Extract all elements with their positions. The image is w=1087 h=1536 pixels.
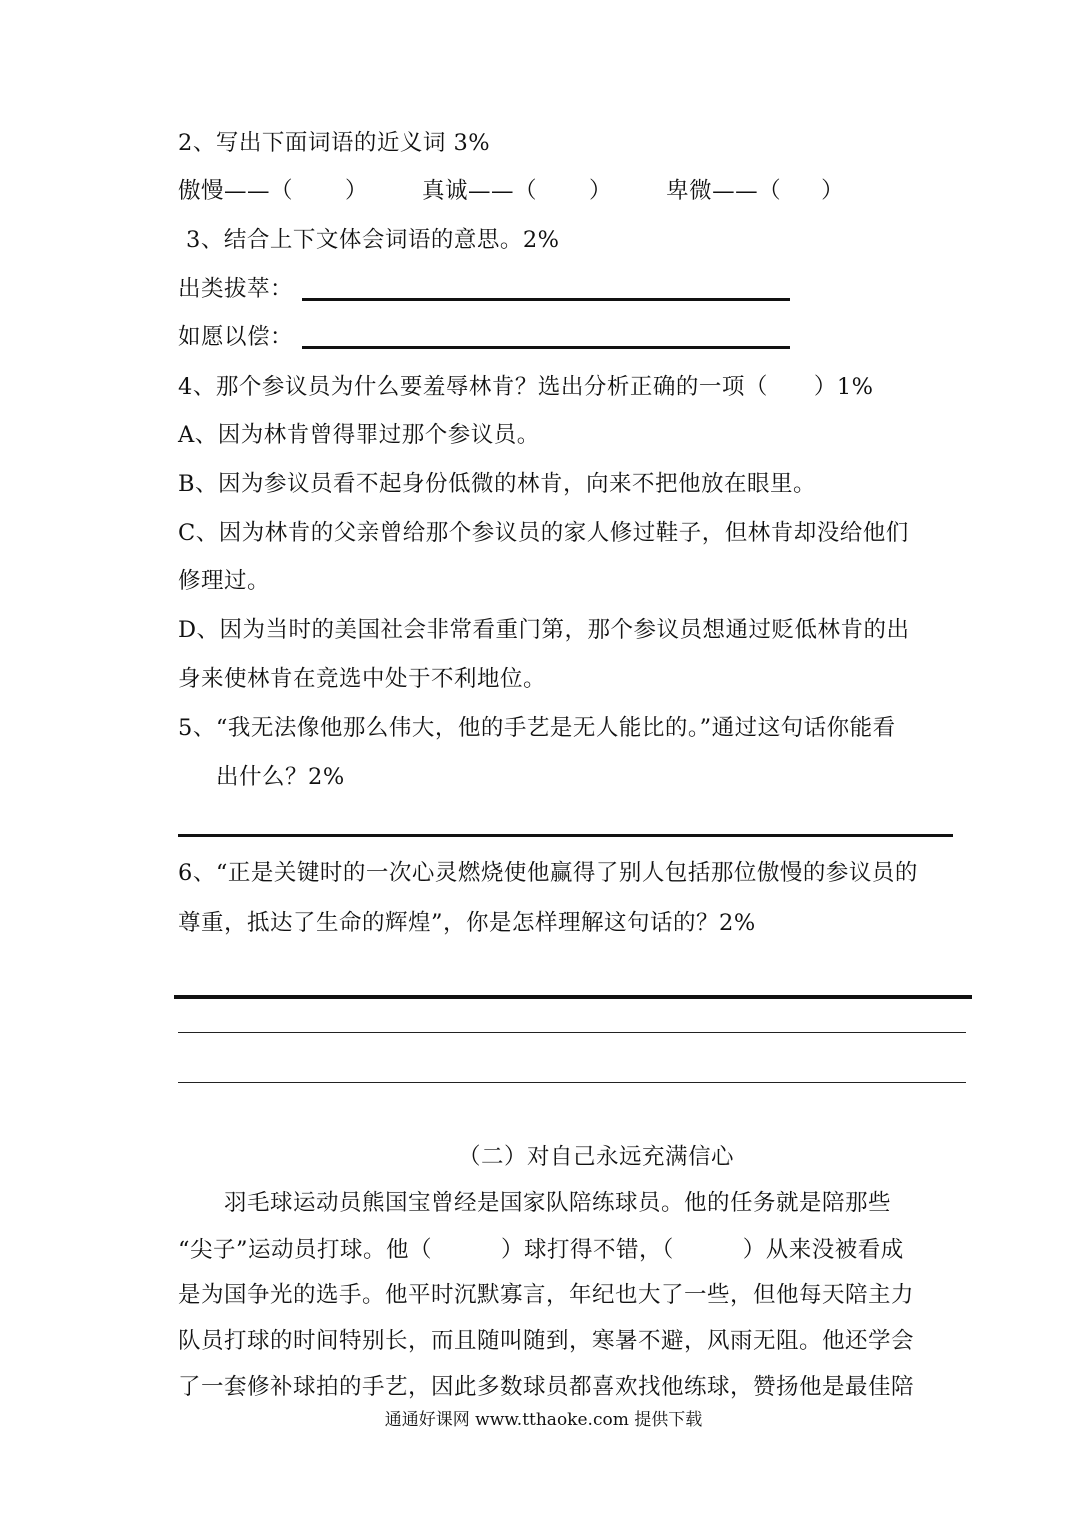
q5-line-2: 出什么？2% <box>216 764 345 790</box>
q6-answer-line-3[interactable] <box>178 1082 966 1083</box>
q4-option-d-line-1: D、因为当时的美国社会非常看重门第，那个参议员想通过贬低林肯的出 <box>178 617 910 643</box>
passage-line-4: 队员打球的时间特别长，而且随叫随到，寒暑不避，风雨无阻。他还学会 <box>178 1328 915 1354</box>
q3-answer-line-2[interactable] <box>302 346 790 349</box>
q4-option-d-line-2: 身来使林肯在竞选中处于不利地位。 <box>178 666 547 692</box>
passage-title: （二）对自己永远充满信心 <box>458 1144 735 1170</box>
q6-line-2: 尊重，抵达了生命的辉煌”，你是怎样理解这句话的？2% <box>178 910 756 936</box>
q2-word1: 傲慢——（ <box>178 178 294 204</box>
q2-word3-close: ） <box>821 178 845 204</box>
q2-word1-close: ） <box>345 178 369 204</box>
q2-title: 2、写出下面词语的近义词 3% <box>178 130 491 156</box>
q4-option-a: A、因为林肯曾得罪过那个参议员。 <box>178 422 540 448</box>
q2-synonym-row <box>178 176 844 206</box>
q6-answer-line-2[interactable] <box>178 1032 966 1033</box>
q2-word2: 真诚——（ <box>422 178 538 204</box>
q6-answer-line-1[interactable] <box>174 995 972 999</box>
passage-line-3: 是为国争光的选手。他平时沉默寡言，年纪也大了一些，但他每天陪主力 <box>178 1282 915 1308</box>
q5-answer-line[interactable] <box>178 834 953 837</box>
q4-option-c-line-2: 修理过。 <box>178 568 271 594</box>
q6-line-1: 6、“正是关键时的一次心灵燃烧使他赢得了别人包括那位傲慢的参议员的 <box>178 860 918 886</box>
passage-line-5: 了一套修补球拍的手艺，因此多数球员都喜欢找他练球，赞扬他是最佳陪 <box>178 1374 915 1400</box>
q3-item-1-label: 出类拔萃： <box>178 276 294 302</box>
q3-answer-line-1[interactable] <box>302 298 790 301</box>
passage-line-2: “尖子”运动员打球。他（ ）球打得不错，（ ）从来没被看成 <box>178 1237 904 1263</box>
q5-line-1: 5、“我无法像他那么伟大，他的手艺是无人能比的。”通过这句话你能看 <box>178 715 896 741</box>
page-footer: 通通好课网 www.tthaoke.com 提供下载 <box>384 1410 703 1430</box>
passage-line-1: 羽毛球运动员熊国宝曾经是国家队陪练球员。他的任务就是陪那些 <box>178 1190 892 1216</box>
q3-item-2-label: 如愿以偿： <box>178 324 294 350</box>
q4-option-b: B、因为参议员看不起身份低微的林肯，向来不把他放在眼里。 <box>178 471 817 497</box>
q2-word2-close: ） <box>589 178 613 204</box>
q2-word3: 卑微——（ <box>666 178 782 204</box>
q3-title: 3、结合上下文体会词语的意思。2% <box>186 227 560 253</box>
q4-option-c-line-1: C、因为林肯的父亲曾给那个参议员的家人修过鞋子，但林肯却没给他们 <box>178 520 909 546</box>
q4-title: 4、那个参议员为什么要羞辱林肯？选出分析正确的一项（ ）1% <box>178 374 874 400</box>
